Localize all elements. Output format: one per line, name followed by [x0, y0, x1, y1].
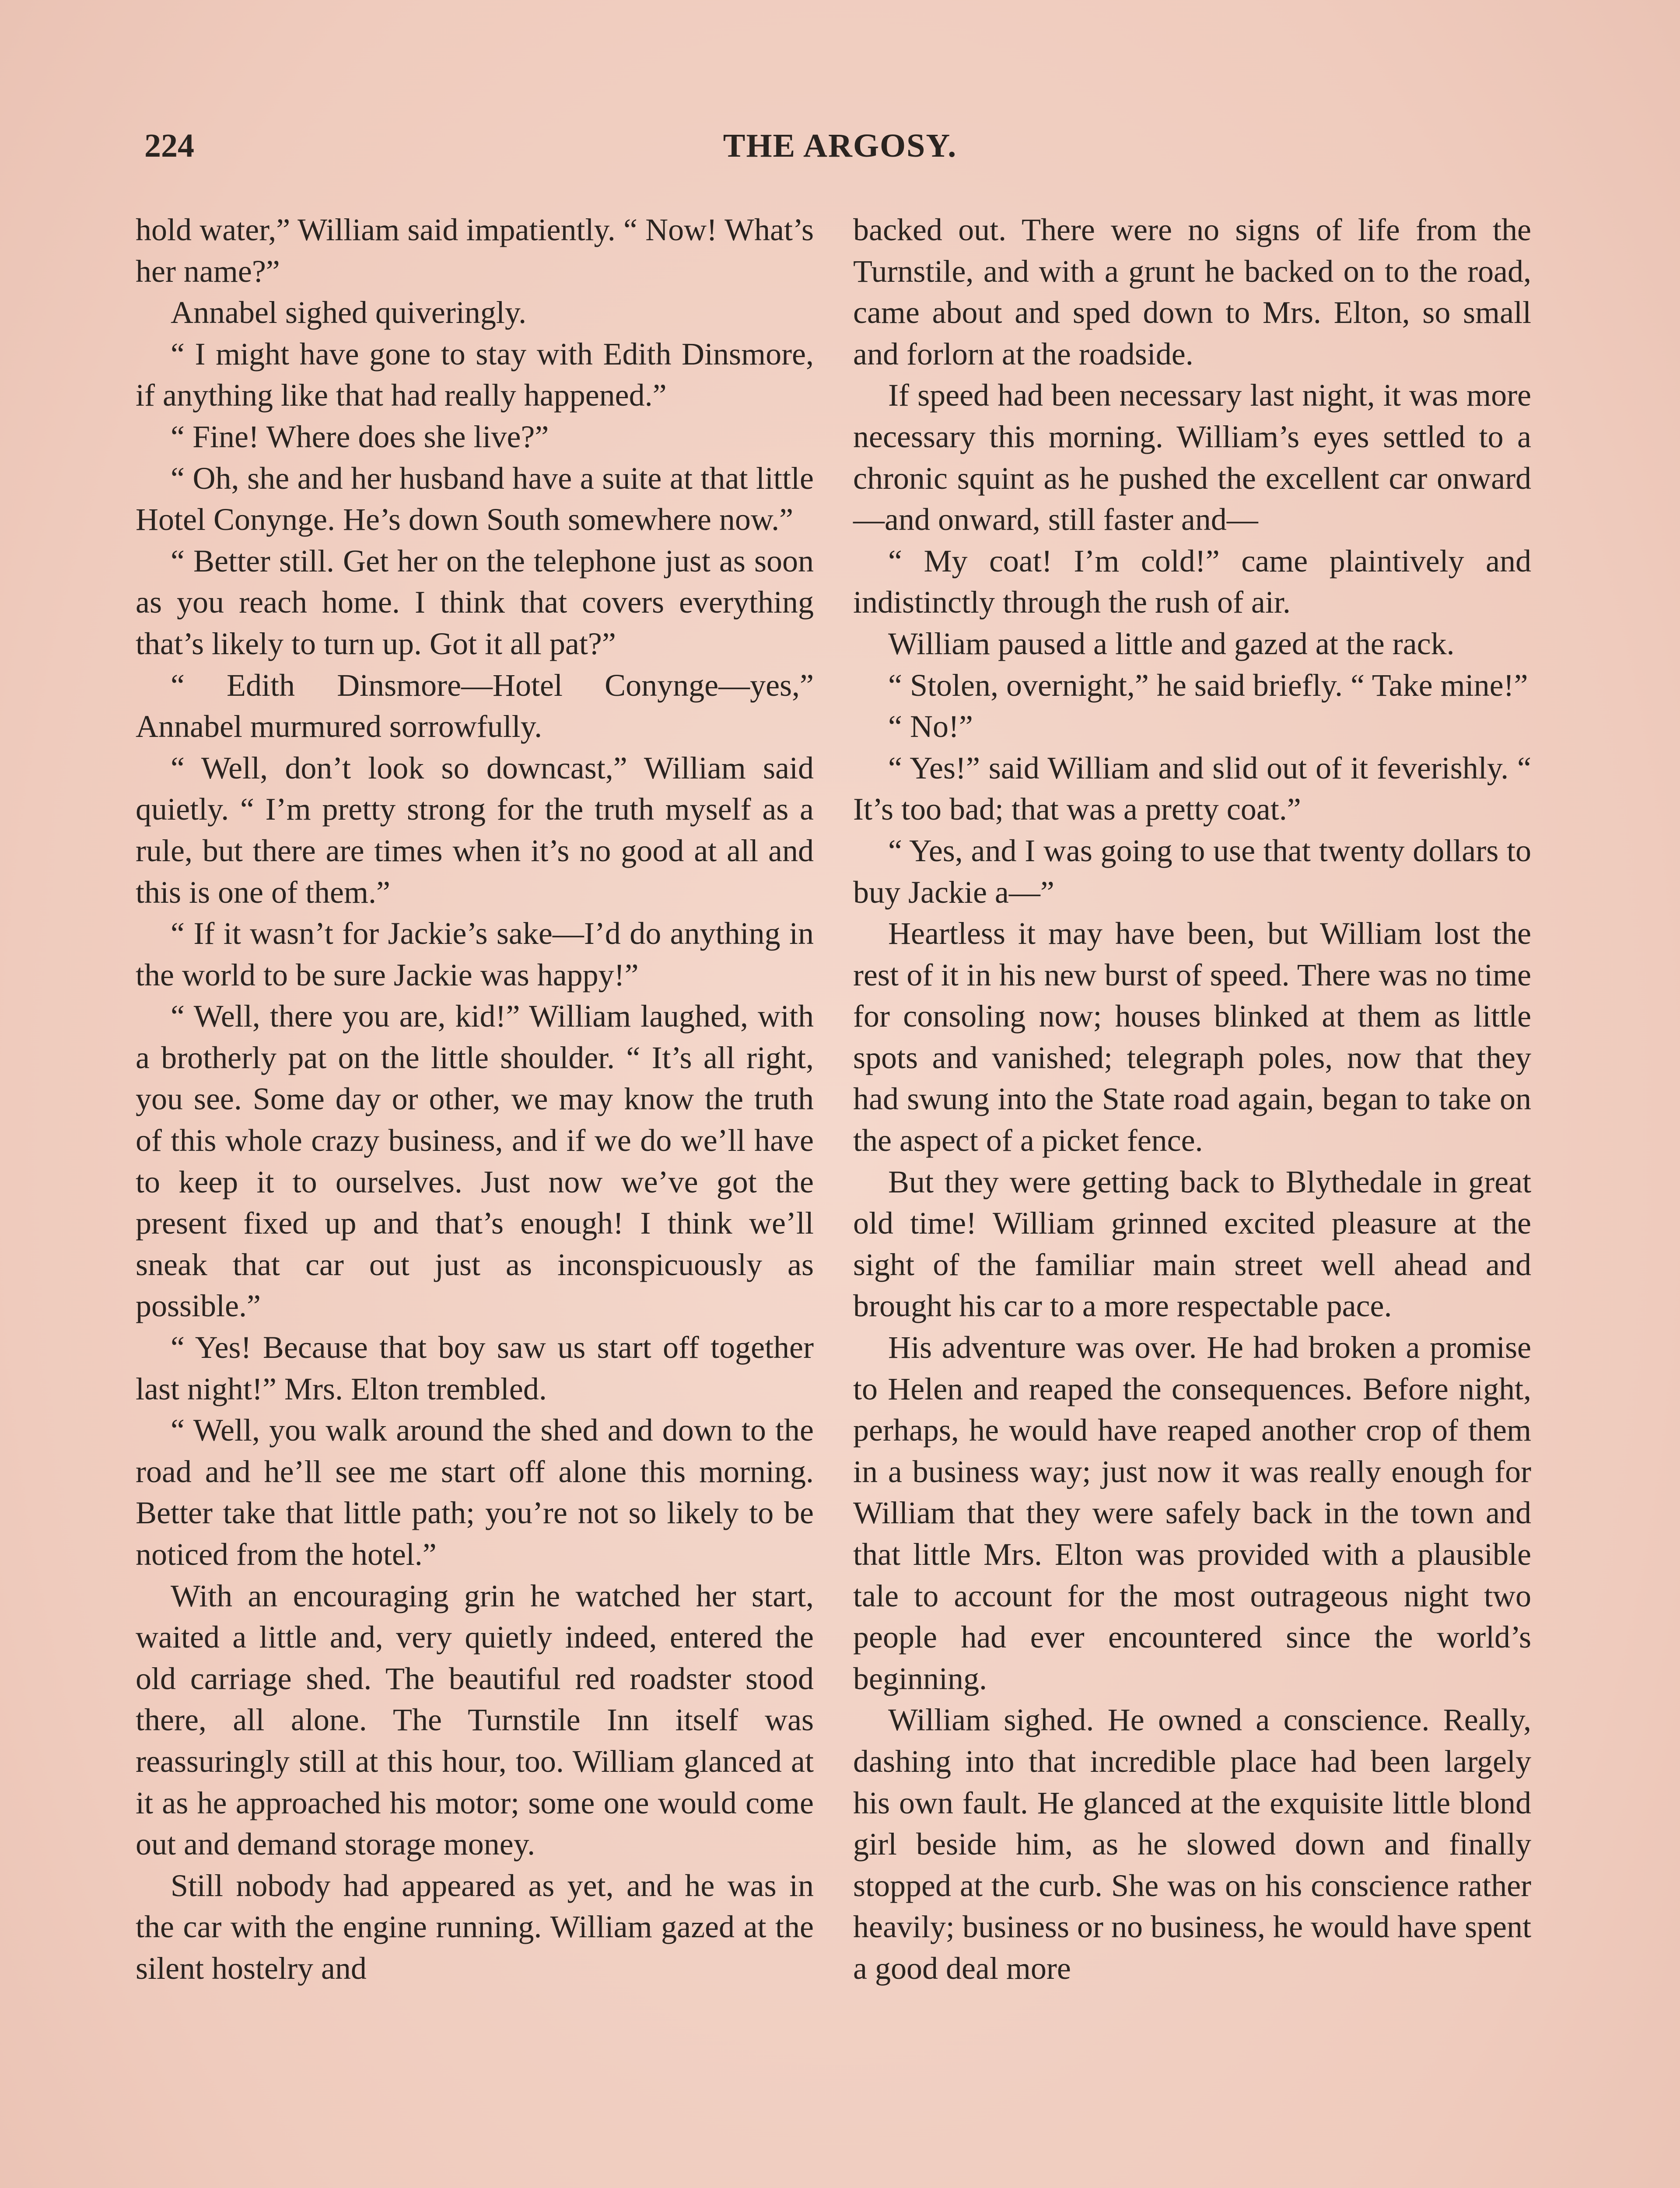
paragraph: But they were getting back to Blythedale in great old time! William grinned excited pleasure at the sight of the familiar main street well ahead and brought his car to a more respectable pace.: [853, 1164, 1531, 1324]
page-header: [144, 127, 1536, 179]
paragraph: “ Yes, and I was going to use that twenty dollars to buy Jackie a—”: [853, 833, 1531, 910]
paragraph: If speed had been necessary last night, it was more necessary this morning. William’s eyes settled to a chronic squint as he pushed the excellent car onward—and onward, still faster and—: [853, 378, 1531, 537]
paragraph: His adventure was over. He had broken a promise to Helen and reaped the consequences. Before night, perhaps, he would have reaped another crop of them in a business way; just now it was really enough for William that they were safely back in the town and that little Mrs. Elton was provided with a plausible tale to account for the most outrageous night two people had ever encountered since the world’s beginning.: [853, 1330, 1531, 1696]
paragraph: William paused a little and gazed at the rack.: [888, 626, 1455, 661]
paragraph: hold water,” William said impatiently. “ Now! What’s her name?”: [136, 212, 814, 289]
running-title: THE ARGOSY.: [723, 127, 957, 164]
paragraph: “ If it wasn’t for Jackie’s sake—I’d do anything in the world to be sure Jackie was happy!”: [136, 916, 814, 992]
paragraph: “ Edith Dinsmore—Hotel Conynge—yes,” Annabel murmured sorrowfully.: [136, 667, 814, 744]
right-column: [853, 209, 1531, 1989]
paragraph: “ Yes!” said William and slid out of it feverishly. “ It’s too bad; that was a pretty coat.”: [853, 750, 1531, 827]
paragraph: “ Well, you walk around the shed and down to the road and he’ll see me start off alone this morning. Better take that little path; you’re not so likely to be noticed from the hotel.”: [136, 1413, 814, 1572]
paragraph: “ Well, don’t look so downcast,” William said quietly. “ I’m pretty strong for the truth myself as a rule, but there are times when it’s no good at all and this is one of them.”: [136, 750, 814, 910]
paragraph: “ Better still. Get her on the telephone just as soon as you reach home. I think that covers everything that’s likely to turn up. Got it all pat?”: [136, 543, 814, 661]
paragraph: William sighed. He owned a conscience. Really, dashing into that incredible place had been largely his own fault. He glanced at the exquisite little blond girl beside him, as he slowed down and finally stopped at the curb. She was on his conscience rather heavily; business or no business, he would have spent a good deal more: [853, 1702, 1531, 1986]
paragraph: “ Yes! Because that boy saw us start off together last night!” Mrs. Elton trembled.: [136, 1330, 814, 1406]
paragraph: Still nobody had appeared as yet, and he was in the car with the engine running. William gazed at the silent hostelry and: [136, 1868, 814, 1986]
paragraph: Heartless it may have been, but William lost the rest of it in his new burst of speed. There was no time for consoling now; houses blinked at them as little spots and vanished; telegraph poles, now that they had swung into the State road again, began to take on the aspect of a picket fence.: [853, 916, 1531, 1158]
paragraph: “ Well, there you are, kid!” William laughed, with a brotherly pat on the little shoulder. “ It’s all right, you see. Some day or other, we may know the truth of this whole crazy business, and if we do we’ll have to keep it to ourselves. Just now we’ve got the present fixed up and that’s enough! I think we’ll sneak that car out just as inconspicuously as possible.”: [136, 999, 814, 1324]
paragraph: “ Oh, she and her husband have a suite at that little Hotel Conynge. He’s down South somewhere now.”: [136, 460, 814, 537]
paragraph: “ Stolen, overnight,” he said briefly. “ Take mine!”: [888, 667, 1528, 703]
paragraph: “ Fine! Where does she live?”: [171, 419, 549, 454]
paragraph: backed out. There were no signs of life from the Turnstile, and with a grunt he backed on to the road, came about and sped down to Mrs. Elton, so small and forlorn at the roadside.: [853, 212, 1531, 372]
paragraph: Annabel sighed quiveringly.: [171, 295, 527, 330]
paragraph: “ No!”: [888, 709, 973, 744]
paragraph: “ My coat! I’m cold!” came plaintively and indistinctly through the rush of air.: [853, 543, 1531, 620]
paragraph: “ I might have gone to stay with Edith Dinsmore, if anything like that had really happened.”: [136, 336, 814, 413]
left-column: [136, 209, 814, 1989]
page-number: 224: [144, 127, 194, 164]
paragraph: With an encouraging grin he watched her start, waited a little and, very quietly indeed, entered the old carriage shed. The beautiful red roadster stood there, all alone. The Turnstile Inn itself was reassuringly still at this hour, too. William glanced at it as he approached his motor; some one would come out and demand storage money.: [136, 1578, 814, 1862]
